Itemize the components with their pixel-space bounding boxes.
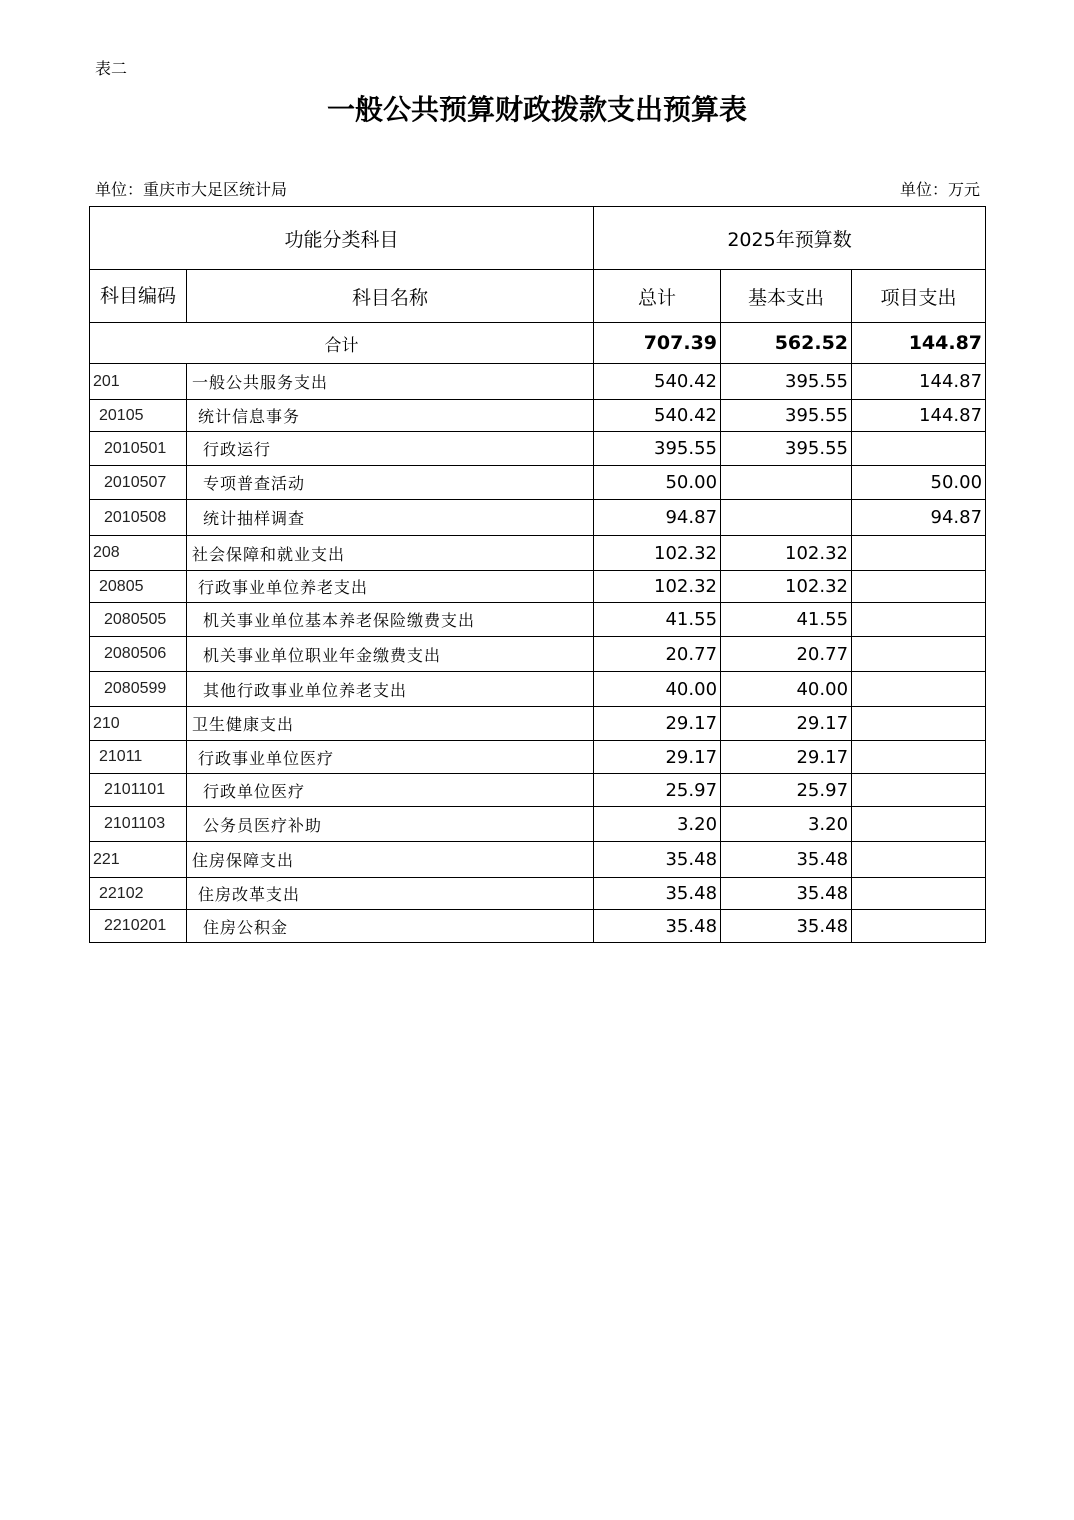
row-code: 210	[90, 707, 187, 741]
row-code: 201	[90, 364, 187, 400]
row-total: 35.48	[594, 910, 721, 943]
row-total: 29.17	[594, 707, 721, 741]
row-code: 2010507	[90, 466, 187, 500]
budget-table	[89, 206, 986, 943]
row-project	[852, 432, 986, 466]
row-code: 2080599	[90, 672, 187, 707]
table-row	[90, 536, 986, 571]
row-name: 行政单位医疗	[187, 774, 594, 807]
row-project	[852, 774, 986, 807]
row-total: 102.32	[594, 571, 721, 603]
header-functional-class: 功能分类科目	[90, 207, 594, 270]
header-row-sub	[90, 270, 986, 323]
row-total: 540.42	[594, 400, 721, 432]
unit-organization: 单位：重庆市大足区统计局	[95, 180, 288, 199]
row-project	[852, 807, 986, 842]
row-basic: 40.00	[721, 672, 852, 707]
table-row	[90, 741, 986, 774]
row-name: 统计抽样调查	[187, 500, 594, 536]
row-project	[852, 910, 986, 943]
row-name: 社会保障和就业支出	[187, 536, 594, 571]
table-row	[90, 603, 986, 637]
table-row	[90, 466, 986, 500]
row-name: 卫生健康支出	[187, 707, 594, 741]
table-row	[90, 807, 986, 842]
totals-total: 707.39	[594, 323, 721, 364]
header-basic: 基本支出	[721, 270, 852, 323]
row-code: 2101101	[90, 774, 187, 807]
header-code: 科目编码	[90, 270, 187, 323]
row-code: 20805	[90, 571, 187, 603]
row-basic: 395.55	[721, 400, 852, 432]
row-code: 22102	[90, 878, 187, 910]
row-name: 专项普查活动	[187, 466, 594, 500]
table-row	[90, 842, 986, 878]
table-row	[90, 707, 986, 741]
row-code: 21011	[90, 741, 187, 774]
header-name: 科目名称	[187, 270, 594, 323]
row-total: 20.77	[594, 637, 721, 672]
table-row	[90, 774, 986, 807]
row-code: 2080506	[90, 637, 187, 672]
table-number-label: 表二	[95, 59, 128, 78]
row-name: 一般公共服务支出	[187, 364, 594, 400]
row-basic: 3.20	[721, 807, 852, 842]
table-row	[90, 910, 986, 943]
table-row	[90, 400, 986, 432]
row-basic: 395.55	[721, 364, 852, 400]
row-basic: 102.32	[721, 536, 852, 571]
row-project	[852, 672, 986, 707]
table-row	[90, 500, 986, 536]
row-basic: 35.48	[721, 910, 852, 943]
table-row	[90, 364, 986, 400]
totals-row	[90, 323, 986, 364]
row-code: 221	[90, 842, 187, 878]
row-name: 住房公积金	[187, 910, 594, 943]
row-basic: 102.32	[721, 571, 852, 603]
row-project	[852, 741, 986, 774]
row-code: 2080505	[90, 603, 187, 637]
row-project: 144.87	[852, 364, 986, 400]
row-total: 25.97	[594, 774, 721, 807]
row-project	[852, 603, 986, 637]
row-basic: 395.55	[721, 432, 852, 466]
row-project	[852, 637, 986, 672]
totals-basic: 562.52	[721, 323, 852, 364]
row-name: 机关事业单位基本养老保险缴费支出	[187, 603, 594, 637]
unit-currency: 单位：万元	[899, 180, 980, 199]
row-total: 102.32	[594, 536, 721, 571]
table-row	[90, 637, 986, 672]
row-basic: 20.77	[721, 637, 852, 672]
table-row	[90, 672, 986, 707]
header-project: 项目支出	[852, 270, 986, 323]
row-total: 40.00	[594, 672, 721, 707]
totals-label: 合计	[90, 323, 594, 364]
row-code: 2210201	[90, 910, 187, 943]
row-total: 94.87	[594, 500, 721, 536]
row-code: 208	[90, 536, 187, 571]
row-code: 20105	[90, 400, 187, 432]
row-code: 2101103	[90, 807, 187, 842]
row-name: 住房改革支出	[187, 878, 594, 910]
header-row-top	[90, 207, 986, 270]
row-total: 35.48	[594, 842, 721, 878]
row-total: 540.42	[594, 364, 721, 400]
document-title: 一般公共预算财政拨款支出预算表	[326, 93, 747, 126]
row-name: 住房保障支出	[187, 842, 594, 878]
row-project	[852, 536, 986, 571]
row-total: 29.17	[594, 741, 721, 774]
header-total: 总计	[594, 270, 721, 323]
row-basic: 35.48	[721, 878, 852, 910]
row-basic: 29.17	[721, 741, 852, 774]
row-basic: 41.55	[721, 603, 852, 637]
row-basic	[721, 500, 852, 536]
row-total: 41.55	[594, 603, 721, 637]
table-row	[90, 878, 986, 910]
row-total: 3.20	[594, 807, 721, 842]
row-name: 其他行政事业单位养老支出	[187, 672, 594, 707]
row-project: 144.87	[852, 400, 986, 432]
row-basic: 25.97	[721, 774, 852, 807]
table-row	[90, 432, 986, 466]
row-total: 50.00	[594, 466, 721, 500]
row-code: 2010508	[90, 500, 187, 536]
row-total: 35.48	[594, 878, 721, 910]
row-name: 统计信息事务	[187, 400, 594, 432]
header-budget-year: 2025年预算数	[594, 207, 986, 270]
row-name: 行政运行	[187, 432, 594, 466]
table-row	[90, 571, 986, 603]
row-project	[852, 571, 986, 603]
row-project: 94.87	[852, 500, 986, 536]
row-project: 50.00	[852, 466, 986, 500]
row-project	[852, 842, 986, 878]
row-name: 公务员医疗补助	[187, 807, 594, 842]
totals-project: 144.87	[852, 323, 986, 364]
row-name: 行政事业单位养老支出	[187, 571, 594, 603]
row-total: 395.55	[594, 432, 721, 466]
row-project	[852, 707, 986, 741]
row-basic: 35.48	[721, 842, 852, 878]
row-code: 2010501	[90, 432, 187, 466]
row-basic	[721, 466, 852, 500]
row-basic: 29.17	[721, 707, 852, 741]
row-project	[852, 878, 986, 910]
row-name: 行政事业单位医疗	[187, 741, 594, 774]
row-name: 机关事业单位职业年金缴费支出	[187, 637, 594, 672]
